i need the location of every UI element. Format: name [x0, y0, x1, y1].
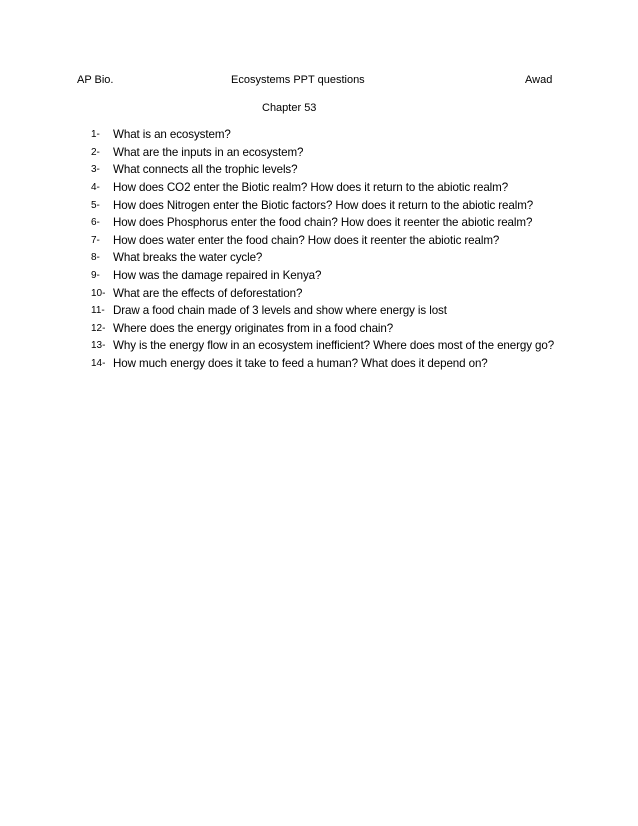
question-text: What are the inputs in an ecosystem? — [113, 145, 304, 159]
question-text: How does Nitrogen enter the Biotic factors? How does it return to the abiotic realm? — [113, 198, 534, 212]
question-text: Why is the energy flow in an ecosystem inefficient? Where does most of the energy go? — [113, 339, 555, 353]
question-item — [91, 355, 554, 373]
question-text: How does water enter the food chain? How does it reenter the abiotic realm? — [113, 233, 500, 247]
question-number: 12- — [91, 322, 106, 334]
question-item — [91, 144, 554, 162]
question-number: 7- — [91, 234, 100, 246]
question-item — [91, 284, 554, 302]
document-title: Ecosystems PPT questions — [231, 74, 365, 86]
question-text: What connects all the trophic levels? — [113, 163, 298, 177]
chapter-label: Chapter 53 — [262, 102, 317, 114]
question-item — [91, 249, 554, 267]
course-label: AP Bio. — [77, 74, 114, 86]
question-number: 14- — [91, 358, 106, 370]
question-list — [91, 126, 554, 372]
question-number: 10- — [91, 287, 106, 299]
question-number: 9- — [91, 270, 100, 282]
question-item — [91, 126, 554, 144]
question-text: What breaks the water cycle? — [113, 251, 263, 265]
question-item — [91, 179, 554, 197]
question-item — [91, 196, 554, 214]
question-item — [91, 320, 554, 338]
question-number: 6- — [91, 217, 100, 229]
question-item — [91, 267, 554, 285]
question-text: How does CO2 enter the Biotic realm? How does it return to the abiotic realm? — [113, 181, 509, 195]
question-text: What is an ecosystem? — [113, 128, 231, 142]
question-number: 3- — [91, 164, 100, 176]
question-number: 4- — [91, 182, 100, 194]
question-number: 2- — [91, 146, 100, 158]
question-number: 5- — [91, 199, 100, 211]
question-number: 13- — [91, 340, 106, 352]
author-name: Awad — [525, 74, 553, 86]
question-item — [91, 161, 554, 179]
question-text: Draw a food chain made of 3 levels and show where energy is lost — [113, 304, 447, 318]
question-number: 8- — [91, 252, 100, 264]
question-item — [91, 302, 554, 320]
question-item — [91, 337, 554, 355]
question-number: 1- — [91, 129, 100, 141]
question-text: Where does the energy originates from in a food chain? — [113, 321, 394, 335]
question-text: How does Phosphorus enter the food chain? How does it reenter the abiotic realm? — [113, 216, 533, 230]
question-text: How much energy does it take to feed a human? What does it depend on? — [113, 357, 488, 371]
question-item — [91, 232, 554, 250]
question-text: What are the effects of deforestation? — [113, 286, 303, 300]
question-text: How was the damage repaired in Kenya? — [113, 269, 322, 283]
question-number: 11- — [91, 305, 105, 317]
question-item — [91, 214, 554, 232]
